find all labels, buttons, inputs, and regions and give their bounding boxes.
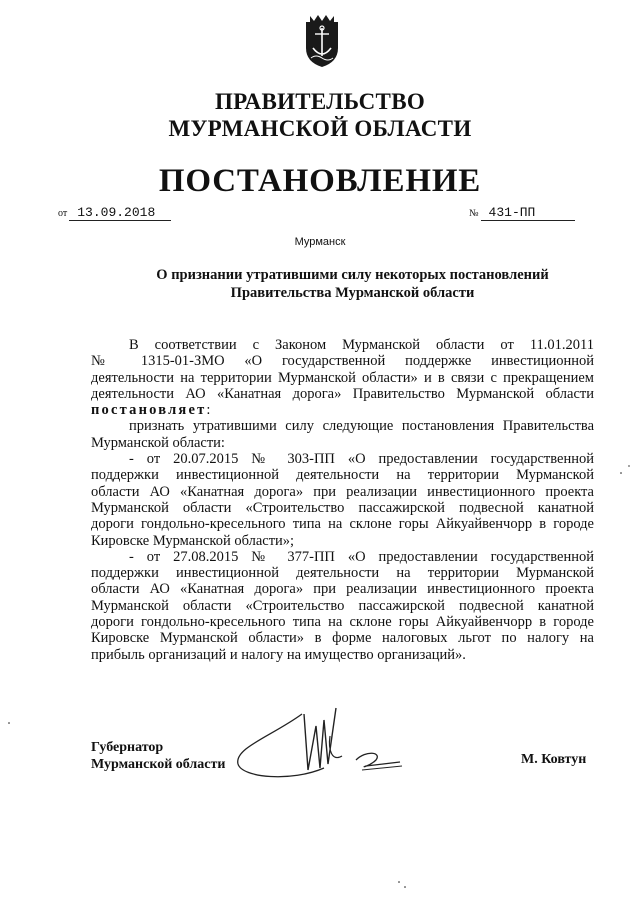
document-subject [0,266,640,302]
government-title: ПРАВИТЕЛЬСТВО [214,89,426,114]
body-line: деятельности АО «Канатная дорога» Правительство Мурманской области [91,385,594,402]
decree-colon: : [206,402,211,419]
subject-line: О признании утратившими силу некоторых постановлений [156,267,549,283]
list-item-line: Кировске Мурманской области»; [91,532,295,549]
decree-word: постановляет [91,402,207,419]
document-body [91,337,594,663]
signatory-title [91,739,225,773]
list-item-line: поддержки инвестиционной деятельности на территории Мурманской [91,565,594,582]
list-item-line: Кировске Мурманской области» в форме налоговых льгот по налогу на [91,630,594,647]
list-item-line: - от 27.08.2015 № 377-ПП «О предоставлении государственной [129,548,594,565]
scan-speck [628,465,630,467]
scan-speck [398,881,400,883]
government-region: МУРМАНСКОЙ ОБЛАСТИ [168,116,472,141]
signatory-name: М. Ковтун [521,752,587,767]
date-field [58,205,171,221]
body-line: В соответствии с Законом Мурманской области от 11.01.2011 [129,337,594,353]
signatory-title-line: Губернатор [91,740,164,755]
list-item-line: Мурманской области «Строительство пассажирской подвесной канатной [91,597,594,614]
list-item-line: области АО «Канатная дорога» при реализации инвестиционного проекта [91,483,594,500]
number-prefix: № [469,208,479,219]
document-type: ПОСТАНОВЛЕНИЕ [158,163,482,199]
number-value: 431-ПП [481,205,575,221]
list-item-line: Мурманской области «Строительство пассажирской подвесной канатной [91,499,594,516]
coat-of-arms-icon [302,12,342,68]
decree-line [91,402,594,418]
date-value: 13.09.2018 [69,205,171,221]
date-prefix: от [58,208,68,219]
signatory-title-line: Мурманской области [91,757,226,772]
list-item-line: дороги гондольно-кресельного типа на склоне горы Айкуайвенчорр в городе [91,614,594,631]
scan-speck [404,886,406,888]
list-item-line: области АО «Канатная дорога» при реализации инвестиционного проекта [91,581,594,598]
body-line: признать утратившими силу следующие постановления Правительства [129,418,594,435]
list-item-line: поддержки инвестиционной деятельности на территории Мурманской [91,467,594,484]
handwritten-signature [232,706,412,786]
list-item-line: - от 20.07.2015 № 303-ПП «О предоставлении государственной [129,451,594,468]
scan-speck [8,722,10,724]
number-field [469,205,575,221]
body-line: деятельности на территории Мурманской области» и в связи с прекращением [91,369,594,386]
list-item-line: дороги гондольно-кресельного типа на склоне горы Айкуайвенчорр в городе [91,516,594,533]
body-line: Мурманской области: [91,434,225,451]
list-item-line: прибыль организаций и налогу на имущество организаций». [91,646,466,663]
subject-line: Правительства Мурманской области [230,285,475,301]
body-line: № 1315-01-ЗМО «О государственной поддержке инвестиционной [91,353,594,370]
city: Мурманск [294,236,346,248]
scan-speck [620,472,622,474]
